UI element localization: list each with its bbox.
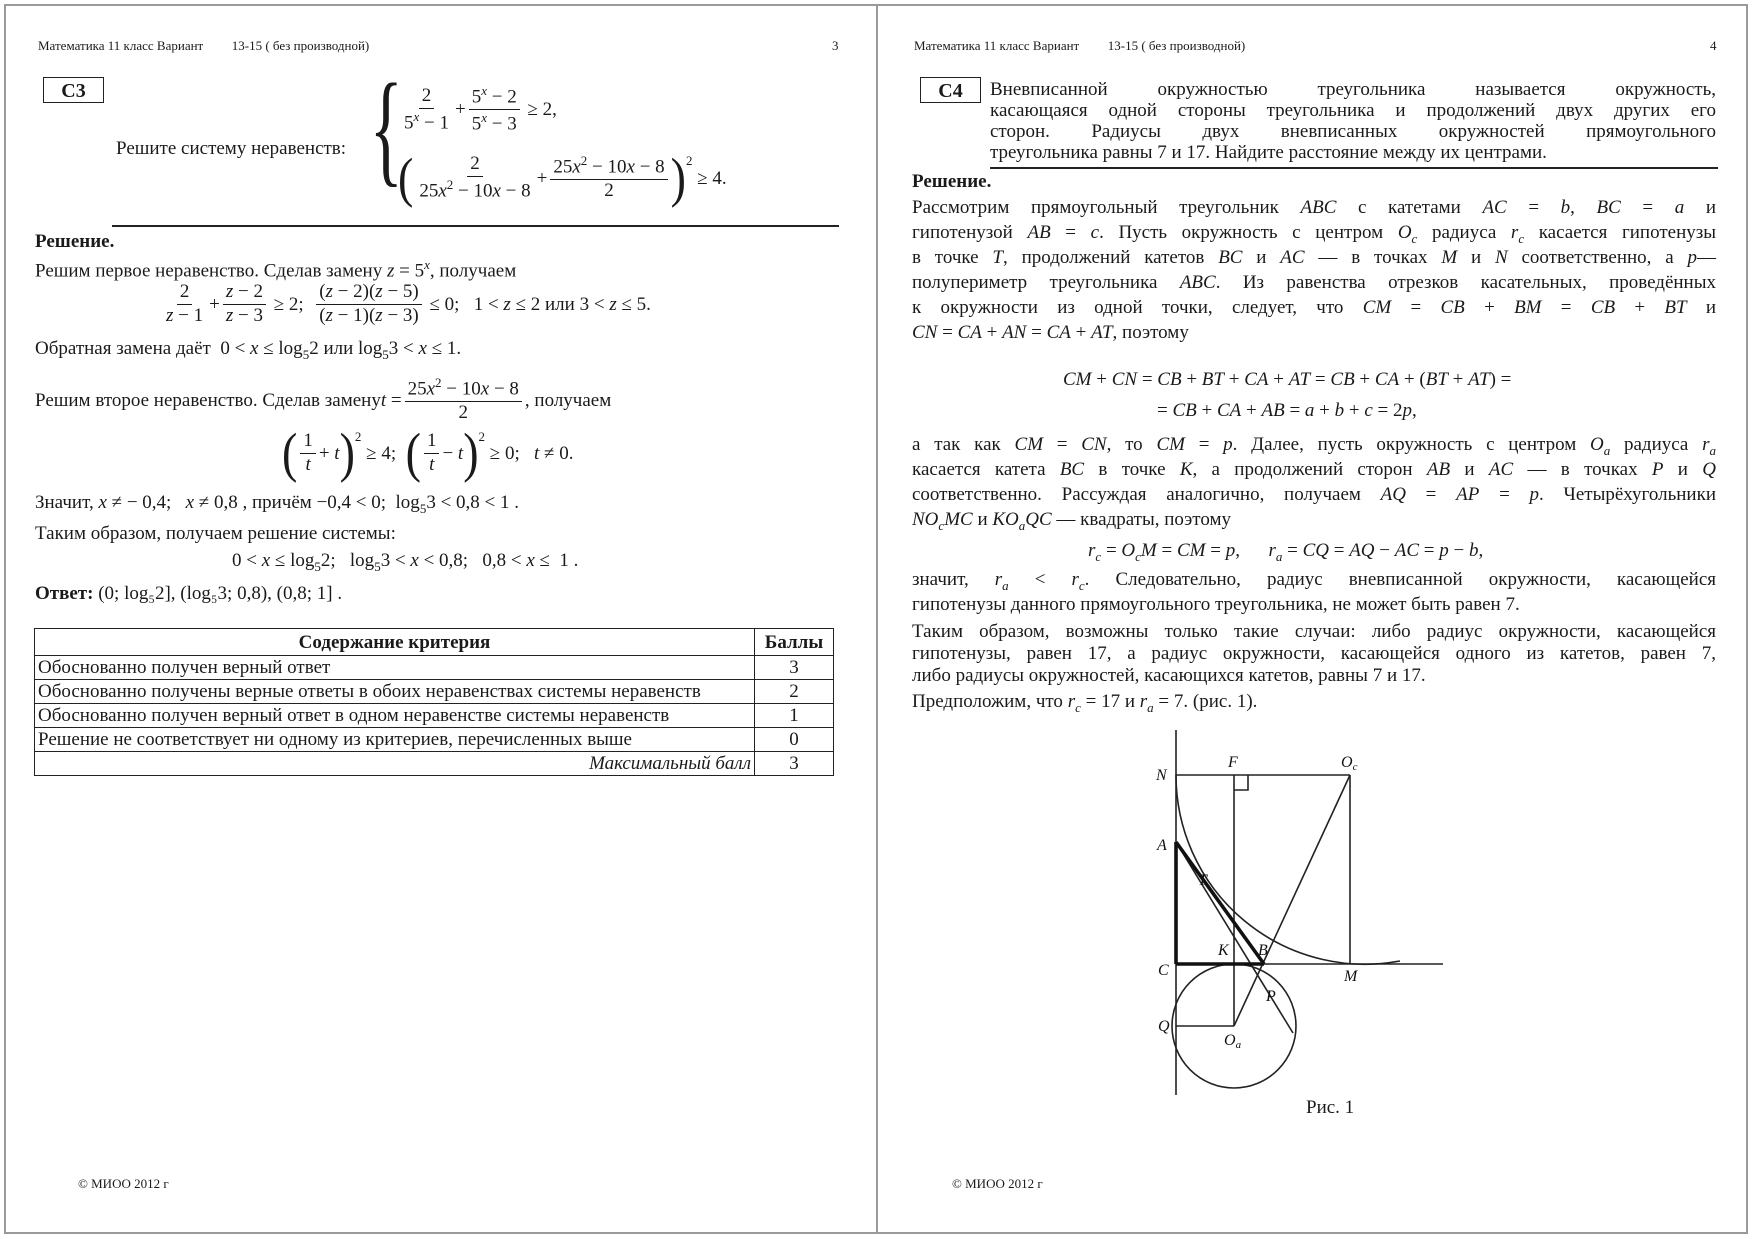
- c3-line1: Решим первое неравенство. Сделав замену $z = 5^x$, получаем: [35, 257, 517, 282]
- page-right: [878, 0, 1754, 1239]
- point-label-a: A: [1157, 837, 1167, 854]
- point-label-t: T: [1198, 872, 1207, 889]
- page-number: 3: [832, 38, 839, 53]
- point-label-m: M: [1344, 968, 1358, 985]
- c3-second-ineq-transform: ( $\frac{1}{t}$ + t ) $^2$ ≥ 4; ( $\frac{1}{t}$ − t ) $^2$ ≥ 0; t ≠ 0.: [282, 421, 574, 483]
- criteria-header-row: [35, 629, 834, 656]
- point-label-c: C: [1158, 962, 1169, 979]
- c4-assumption: Предположим, что $r_c = 17$ и $r_a = 7$. (рис. 1).: [912, 691, 1258, 715]
- table-row: Решение не соответствует ни одному из критериев, перечисленных выше 0: [35, 728, 834, 752]
- c3-conclusion-line: Значит, x ≠ − 0,4; x ≠ 0,8 , причём −0,4 < 0; $\log_53 < 0,8 < 1$ .: [35, 492, 519, 516]
- c3-line2: Решим второе неравенство. Сделав замену t = $\frac{25x^2 - 10x - 8}{2}$ , получаем: [35, 375, 612, 424]
- c4-equation-3: $r_c = O_cM$ = CM = p, $r_a$ = CQ = AQ − AC = p − b,: [1088, 540, 1484, 564]
- c4-solution-heading: Решение.: [912, 171, 992, 192]
- table-row: Обоснованно получен верный ответ в одном неравенстве системы неравенств 1: [35, 704, 834, 728]
- system-brace: {: [369, 59, 403, 198]
- running-header: Математика 11 класс Вариант 13-15 ( без производной): [38, 38, 370, 53]
- criteria-col-points: Баллы: [755, 629, 834, 656]
- c4-task: Вневписанной окружностью треугольника называется окружность, касающаяся одной стороны треугольника и продолжений двух других его сторон. Радиусы двух вневписанных окружностей прямоугольного треугольника равны 7 и 17. Найдите расстояние между их центрами.: [990, 79, 1716, 163]
- c4-solution-paragraph-4: Таким образом, возможны только такие случаи: либо радиус окружности, касающейся гипотенузы, равен 17, а радиус окружности, касающейся одного из катетов, равен 7, либо радиусы окружностей, касающихся катетов, равны 7 и 17.: [912, 621, 1716, 686]
- c3-task-rule: [112, 225, 839, 227]
- criteria-col-content: Содержание критерия: [35, 629, 755, 656]
- figure-caption: Рис. 1: [1306, 1097, 1355, 1118]
- c3-answer: Ответ: (0; log₅2], (log₅3; 0,8), (0,8; 1] .: [35, 583, 343, 604]
- c3-prompt: Решите систему неравенств:: [116, 138, 347, 159]
- c4-task-rule: [990, 167, 1718, 169]
- point-label-q: Q: [1158, 1018, 1170, 1035]
- footer-copyright: © МИОО 2012 г: [78, 1176, 169, 1191]
- criteria-max-row: Максимальный балл 3: [35, 752, 834, 776]
- running-header: Математика 11 класс Вариант 13-15 ( без производной): [914, 38, 1246, 53]
- point-label-oc: Oc: [1341, 754, 1358, 773]
- table-row: Обоснованно получены верные ответы в обоих неравенствах системы неравенств 2: [35, 680, 834, 704]
- point-label-f: F: [1228, 754, 1238, 771]
- c3-first-ineq-transform: $\frac{2}{z - 1}$ + $\frac{z - 2}{z - 3}$ ≥ 2; $\frac{(z - 2)(z - 5)}{(z - 1)(z - 3)}$ ≤ 0; 1 < z ≤ 2 или 3 < z ≤ 5.: [166, 281, 651, 326]
- c3-back-substitution: Обратная замена даёт $0 < x \le \log_52$ или $\log_53 < x \le 1$.: [35, 338, 462, 362]
- c3-thus: Таким образом, получаем решение системы:: [35, 523, 396, 544]
- right-angle-mark: [1234, 775, 1248, 790]
- page-number: 4: [1710, 38, 1717, 53]
- point-label-b: B: [1258, 942, 1268, 959]
- c3-solution-heading: Решение.: [35, 231, 115, 252]
- figure-excircles: [1156, 725, 1488, 1100]
- c4-equation-1: CM + CN = CB + BT + CA + AT = CB + CA + (BT + AT) =: [1063, 369, 1512, 390]
- criteria-table: [34, 628, 834, 776]
- page-left: Математика 11 класс Вариант 13-15 ( без производной) 3 С3 Решите систему неравенств: { $\frac{2}{5^x - 1}$ + $\frac{5^x - 2}{5^x - 3}$ ≥ 2, ( $\frac{2}{25x^2 - 10x - 8}$ + $\frac{25x^2 - 10x - 8}{2}$ ) $^2$ ≥ 4. Решение. Решим первое неравенство. Сделав замену $z = 5^x$, получаем $\frac{2}{z - 1}$ + $\frac{z - 2}{z - 3}$ ≥ 2; $\frac{(z - 2)(z - 5)}{(z - 1)(z - 3)}$ ≤ 0; 1 < z ≤ 2 или 3 < z ≤ 5. Обратная замена даёт $0 < x \le \log_52$ или $\log_53 < x \le 1$. Решим второе неравенство. Сделав замену t = $\frac{25x^2 - 10x - 8}{2}$ , получаем ( $\frac{1}{t}$ + t ) $^2$ ≥ 4; ( $\frac{1}{t}$ − t ) $^2$ ≥ 0; t ≠ 0. Значит, x ≠ − 0,4; x ≠ 0,8 , причём −0,4 < 0; $\log_53 < 0,8 < 1$ . Таким образом, получаем решение системы: $0 < x \le \log_52$; $\log_53 < x < 0,8$; 0,8 < x ≤ 1 . Ответ: (0; log₅2], (log₅3; 0,8), (0,8; 1] . Содержание критерия Баллы Обоснованно получен верный ответ 3 Обоснованно получены верные ответы в обоих неравенствах системы неравенств 2 Обоснованно получен верный ответ в одном неравенстве системы неравенств 1 Решение не соответствует ни одному из критериев, перечисленных выше 0 Максимальный балл 3 © МИОО 2012 г: [35, 38, 839, 1191]
- c4-solution-paragraph-2: а так как CM = CN, то CM = p. Далее, пусть окружность с центром $O_a$ радиуса $r_a$ касается катета BC в точке K, а продолжений сторон AB и AC — в точках P и Q соответственно. Рассуждая аналогично, получаем AQ = AP = p. Четырёхугольники $NO_cMC$ и $KO_aQC$ — квадраты, поэтому: [912, 434, 1717, 533]
- task-label-c4: С4: [920, 77, 981, 103]
- c3-system-solution: $0 < x \le \log_52$; $\log_53 < x < 0,8$; 0,8 < x ≤ 1 .: [232, 550, 579, 574]
- line-oa-oc: [1234, 775, 1350, 1026]
- table-row: Обоснованно получен верный ответ 3: [35, 656, 834, 680]
- excircle-c-arc: [1176, 775, 1400, 964]
- c4-equation-2: = CB + CA + AB = a + b + c = 2p,: [1157, 400, 1417, 421]
- c4-solution-paragraph-1: Рассмотрим прямоугольный треугольник ABC с катетами AC = b, BC = a и гипотенузой AB = c. Пусть окружность с центром $O_c$ радиуса $r_c$ касается гипотенузы в точке T, продолжений катетов BC и AC — в точках M и N соответственно, а p— полупериметр треугольника ABC. Из равенства отрезков касательных, проведённых к окружности из одной точки, следует, что CM = CB + BM = CB + BT и CN = CA + AN = CA + AT, поэтому: [912, 197, 1717, 343]
- c4-solution-paragraph-3: значит, $r_a < r_c$. Следовательно, радиус вневписанной окружности, касающейся гипотенузы данного прямоугольного треугольника, не может быть равен 7.: [912, 569, 1717, 615]
- footer-copyright: © МИОО 2012 г: [952, 1176, 1043, 1191]
- point-label-n: N: [1156, 767, 1167, 784]
- point-label-k: K: [1218, 942, 1229, 959]
- point-label-oa: Oa: [1224, 1032, 1242, 1051]
- point-label-p: P: [1266, 988, 1276, 1005]
- task-label-c3: С3: [43, 77, 104, 103]
